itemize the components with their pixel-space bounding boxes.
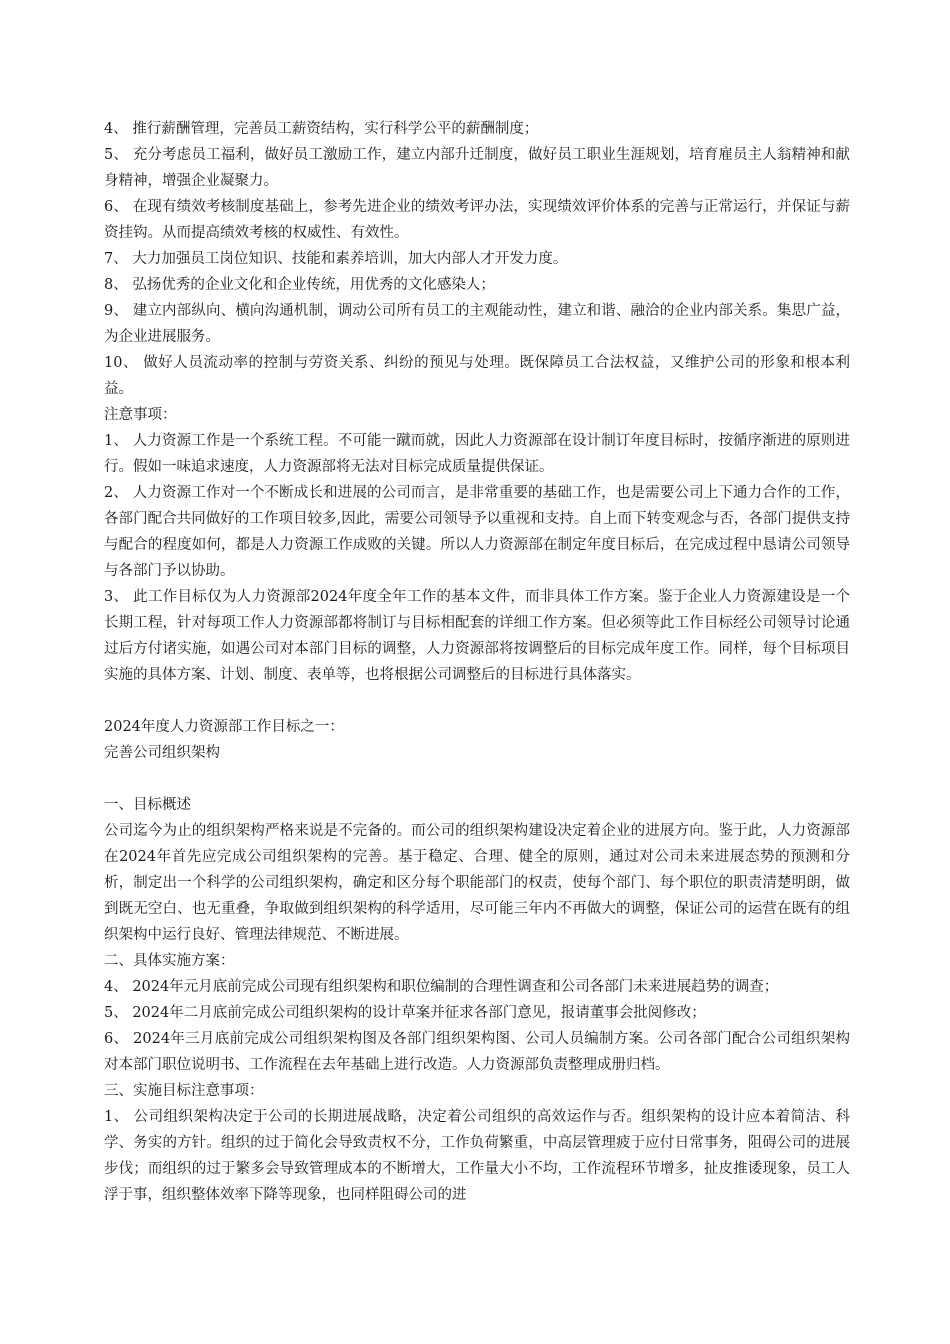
blank-line [104, 766, 850, 792]
section-heading: 三、实施目标注意事项： [104, 1083, 264, 1099]
list-item: 1、 人力资源工作是一个系统工程。不可能一蹴而就，因此人力资源部在设计制订年度目标时，按循序渐进的原则进行。假如一味追求速度，人力资源部将无法对目标完成质量提供保证。 [104, 433, 850, 475]
list-item: 7、 大力加强员工岗位知识、技能和素养培训，加大内部人才开发力度。 [104, 251, 568, 267]
paragraph: 公司迄今为止的组织架构严格来说是不完备的。而公司的组织架构建设决定着企业的进展方向。鉴于此，人力资源部在2024年首先应完成公司组织架构的完善。基于稳定、合理、健全的原则，通过对公司未来进展态势的预测和分析，制定出一个科学的公司组织架构，确定和区分每个职能部门的权责，使每个部门、每个职位的职责清楚明朗，做到既无空白、也无重叠，争取做到组织架构的科学适用，尽可能三年内不再做大的调整，保证公司的运营在既有的组织架构中运行良好、管理法律规范、不断进展。 [104, 823, 850, 943]
section-heading: 一、目标概述 [104, 797, 191, 813]
list-item: 4、 推行薪酬管理，完善员工薪资结构，实行科学公平的薪酬制度； [104, 121, 539, 137]
list-item: 8、 弘扬优秀的企业文化和企业传统，用优秀的文化感染人； [104, 277, 495, 293]
blank-line [104, 688, 850, 714]
notes-heading: 注意事项： [104, 407, 177, 423]
list-item: 2、 人力资源工作对一个不断成长和进展的公司而言，是非常重要的基础工作，也是需要公司上下通力合作的工作，各部门配合共同做好的工作项目较多,因此，需要公司领导予以重视和支持。自上而下转变观念与否，各部门提供支持与配合的程度如何，都是人力资源工作成败的关键。所以人力资源部在制定年度目标后，在完成过程中恳请公司领导与各部门予以协助。 [104, 485, 850, 579]
list-item: 4、 2024年元月底前完成公司现有组织架构和职位编制的合理性调查和公司各部门未来进展趋势的调查； [104, 979, 779, 995]
list-item: 3、 此工作目标仅为人力资源部2024年度全年工作的基本文件，而非具体工作方案。鉴于企业人力资源建设是一个长期工程，针对每项工作人力资源部都将制订与目标相配套的详细工作方案。但必须等此工作目标经公司领导讨论通过后方付诸实施，如遇公司对本部门目标的调整，人力资源部将按调整后的目标完成年度工作。同样，每个目标项目实施的具体方案、计划、制度、表单等，也将根据公司调整后的目标进行具体落实。 [104, 589, 850, 683]
section-heading: 二、具体实施方案： [104, 953, 235, 969]
list-item: 6、 在现有绩效考核制度基础上，参考先进企业的绩效考评办法，实现绩效评价体系的完善与正常运行，并保证与薪资挂钩。从而提高绩效考核的权威性、有效性。 [104, 199, 850, 241]
section-goal-details [104, 792, 850, 1208]
list-item: 9、 建立内部纵向、横向沟通机制，调动公司所有员工的主观能动性，建立和谐、融洽的企业内部关系。集思广益，为企业进展服务。 [104, 303, 850, 345]
section-hr-goals-notes [104, 116, 850, 688]
goal-subheading: 完善公司组织架构 [104, 745, 220, 761]
list-item: 1、 公司组织架构决定于公司的长期进展战略，决定着公司组织的高效运作与否。组织架构的设计应本着简洁、科学、务实的方针。组织的过于简化会导致责权不分，工作负荷繁重，中高层管理疲于应付日常事务，阻碍公司的进展步伐；而组织的过于繁多会导致管理成本的不断增大，工作量大小不均，工作流程环节增多，扯皮推诿现象，员工人浮于事，组织整体效率下降等现象，也同样阻碍公司的进 [104, 1109, 850, 1203]
list-item: 5、 2024年二月底前完成公司组织架构的设计草案并征求各部门意见，报请董事会批阅修改； [104, 1005, 706, 1021]
list-item: 5、 充分考虑员工福利，做好员工激励工作，建立内部升迁制度，做好员工职业生涯规划，培育雇员主人翁精神和献身精神，增强企业凝聚力。 [104, 147, 850, 189]
list-item: 6、 2024年三月底前完成公司组织架构图及各部门组织架构图、公司人员编制方案。公司各部门配合公司组织架构对本部门职位说明书、工作流程在去年基础上进行改造。人力资源部负责整理成册归档。 [104, 1031, 850, 1073]
section-goal-title [104, 714, 850, 766]
goal-heading: 2024年度人力资源部工作目标之一： [104, 719, 344, 735]
document-page [104, 116, 850, 1208]
list-item: 10、 做好人员流动率的控制与劳资关系、纠纷的预见与处理。既保障员工合法权益，又维护公司的形象和根本利益。 [104, 355, 850, 397]
